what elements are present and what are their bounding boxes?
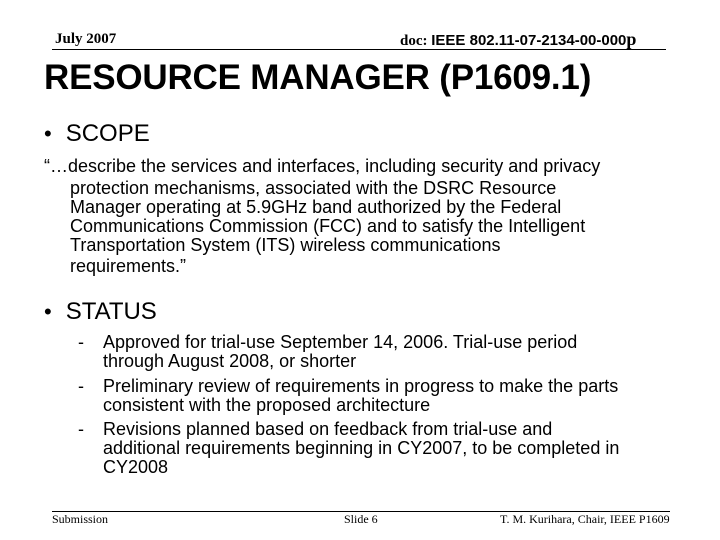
header-doc-prefix: doc: xyxy=(400,33,432,49)
status-item-line: CY2008 xyxy=(103,457,169,477)
slide-title: RESOURCE MANAGER (P1609.1) xyxy=(44,58,592,97)
status-item-line: consistent with the proposed architecture xyxy=(103,395,431,415)
status-dash: - xyxy=(78,332,84,352)
status-item-line: through August 2008, or shorter xyxy=(103,351,357,371)
scope-label: SCOPE xyxy=(65,120,150,147)
status-item-line: Revisions planned based on feedback from trial-use and xyxy=(103,419,553,439)
bullet-symbol: • xyxy=(44,121,52,146)
footer-submission: Submission xyxy=(52,512,109,526)
status-dash: - xyxy=(78,419,84,439)
status-item-line: Preliminary review of requirements in progress to make the parts xyxy=(103,376,619,396)
bullet-status xyxy=(44,298,157,326)
status-item-line: additional requirements beginning in CY2007, to be completed in xyxy=(103,438,620,458)
status-dash: - xyxy=(78,376,84,396)
footer-author: T. M. Kurihara, Chair, IEEE P1609 xyxy=(500,512,670,526)
footer-slide-number: Slide 6 xyxy=(344,512,378,526)
status-item-line: Approved for trial-use September 14, 2006. Trial-use period xyxy=(103,332,578,352)
scope-quote-line: requirements.” xyxy=(70,256,187,276)
scope-quote-line: Manager operating at 5.9GHz band authorized by the Federal xyxy=(70,197,562,217)
scope-quote-line: Transportation System (ITS) wireless communications xyxy=(70,235,501,255)
header-rule xyxy=(52,49,666,50)
bullet-symbol: • xyxy=(44,299,52,324)
header-date: July 2007 xyxy=(55,31,117,47)
scope-quote-line: protection mechanisms, associated with the DSRC Resource xyxy=(70,178,557,198)
header-doc-id xyxy=(400,29,636,50)
header-doc-number: IEEE 802.11-07-2134-00-000 xyxy=(431,32,627,49)
header-doc-suffix: p xyxy=(626,29,637,49)
scope-quote-line: Communications Commission (FCC) and to satisfy the Intelligent xyxy=(70,216,586,236)
status-label: STATUS xyxy=(65,298,157,325)
scope-quote-line: “…describe the services and interfaces, including security and privacy xyxy=(44,156,601,176)
bullet-scope xyxy=(44,120,150,148)
